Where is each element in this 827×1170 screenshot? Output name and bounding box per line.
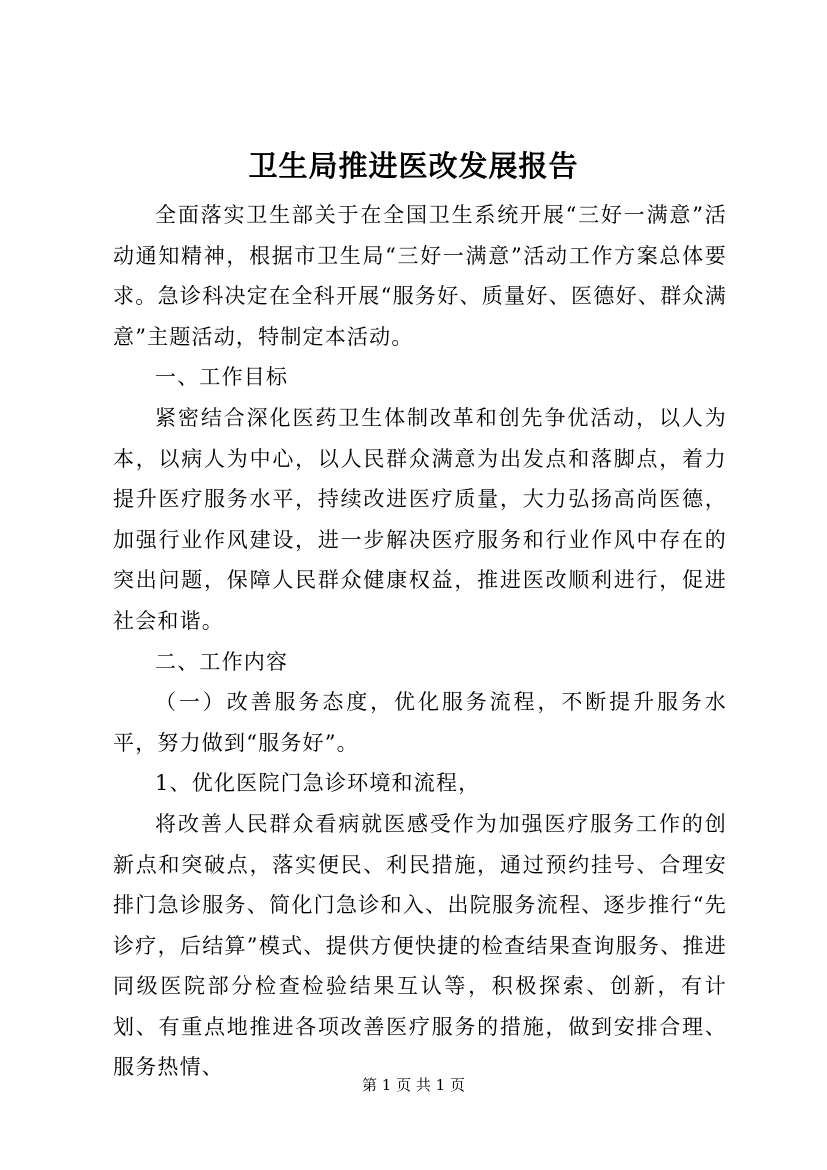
subheading-service: （一）改善服务态度，优化服务流程，不断提升服务水平，努力做到“服务好”。 (113, 690, 727, 755)
paragraph-service-detail: 将改善人民群众看病就医感受作为加强医疗服务工作的创新点和突破点，落实便民、利民措施，通过预约挂号、合理安排门急诊服务、简化门急诊和入、出院服务流程、逐步推行“先诊疗，后结算”模式、提供方便快捷的检查结果查询服务、推进同级医院部分检查检验结果互认等，积极探索、创新，有计划、有重点地推进各项改善医疗服务的措施，做到安排合理、服务热情、 (113, 811, 727, 1080)
heading-work-content: 二、工作内容 (155, 649, 289, 674)
page-footer: 第 1 页 共 1 页 (362, 1076, 465, 1094)
item-optimize-clinic: 1、优化医院门急诊环境和流程， (155, 771, 481, 796)
paragraph-intro: 全面落实卫生部关于在全国卫生系统开展“三好一满意”活动通知精神，根据市卫生局“三好一满意”活动工作方案总体要求。急诊科决定在全科开展“服务好、质量好、医德好、群众满意”主题活动，特制定本活动。 (113, 203, 727, 349)
document-title: 卫生局推进医改发展报告 (248, 149, 579, 183)
paragraph-work-goal: 紧密结合深化医药卫生体制改革和创先争优活动，以人为本，以病人为中心，以人民群众满意为出发点和落脚点，着力提升医疗服务水平，持续改进医疗质量，大力弘扬高尚医德，加强行业作风建设，进一步解决医疗服务和行业作风中存在的突出问题，保障人民群众健康权益，推进医改顺利进行，促进社会和谐。 (113, 405, 727, 633)
document-body (113, 195, 727, 1088)
heading-work-goal: 一、工作目标 (155, 365, 289, 390)
